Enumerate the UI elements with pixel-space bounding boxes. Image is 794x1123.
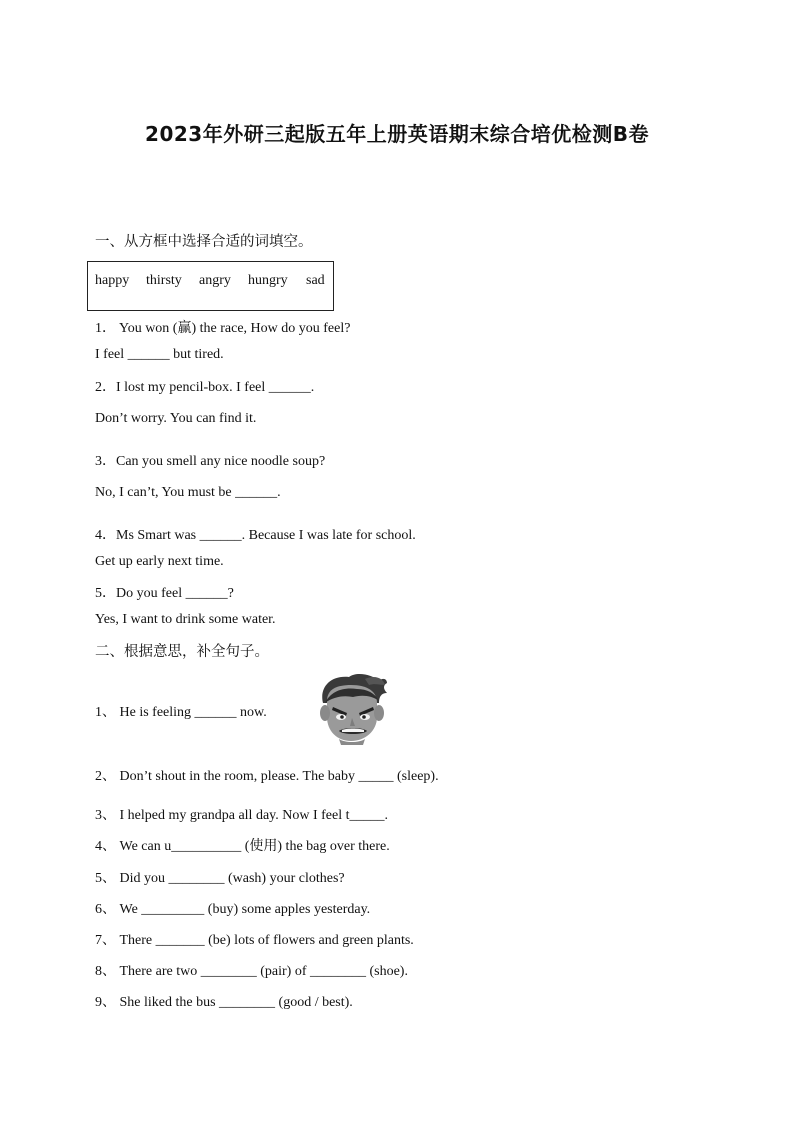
s2-sentence-2: 2、 Don’t shout in the room, please. The baby _____ (sleep).	[95, 769, 439, 784]
s1-answer-2: Don’t worry. You can find it.	[95, 411, 257, 426]
section-1-heading: 一、从方框中选择合适的词填空。	[95, 234, 313, 250]
word-hungry: hungry	[248, 273, 288, 288]
page-title: 2023年外研三起版五年上册英语期末综合培优检测B卷	[145, 122, 649, 146]
word-happy: happy	[95, 273, 130, 288]
word-box	[87, 261, 334, 311]
s2-sentence-1: 1、 He is feeling ______ now.	[95, 705, 267, 720]
section-2-heading: 二、根据意思，补全句子。	[95, 644, 269, 660]
s2-sentence-4: 4、 We can u__________ (使用) the bag over there.	[95, 839, 390, 854]
s2-sentence-3: 3、 I helped my grandpa all day. Now I feel t_____.	[95, 808, 389, 823]
s2-sentence-5: 5、 Did you ________ (wash) your clothes?	[95, 871, 345, 886]
s2-sentence-6: 6、 We _________ (buy) some apples yesterday.	[95, 902, 371, 917]
s2-sentence-9: 9、 She liked the bus ________ (good / best).	[95, 995, 353, 1010]
word-sad: sad	[306, 273, 325, 288]
s2-sentence-8: 8、 There are two ________ (pair) of ________ (shoe).	[95, 964, 408, 979]
s1-answer-5: Yes, I want to drink some water.	[95, 612, 276, 627]
word-thirsty: thirsty	[146, 273, 182, 288]
s1-answer-3: No, I can’t, You must be ______.	[95, 485, 281, 500]
s1-question-5: 5．Do you feel ______?	[95, 586, 234, 601]
s1-question-4: 4．Ms Smart was ______. Because I was late for school.	[95, 528, 416, 543]
word-angry: angry	[199, 273, 231, 288]
s1-answer-4: Get up early next time.	[95, 554, 224, 569]
s1-question-1: 1． You won (赢) the race, How do you feel?	[95, 321, 351, 336]
angry-face-icon	[317, 673, 389, 745]
s1-question-2: 2．I lost my pencil-box. I feel ______.	[95, 380, 315, 395]
s1-question-3: 3．Can you smell any nice noodle soup?	[95, 454, 326, 469]
s2-sentence-7: 7、 There _______ (be) lots of flowers and green plants.	[95, 933, 414, 948]
s1-answer-1: I feel ______ but tired.	[95, 347, 224, 362]
